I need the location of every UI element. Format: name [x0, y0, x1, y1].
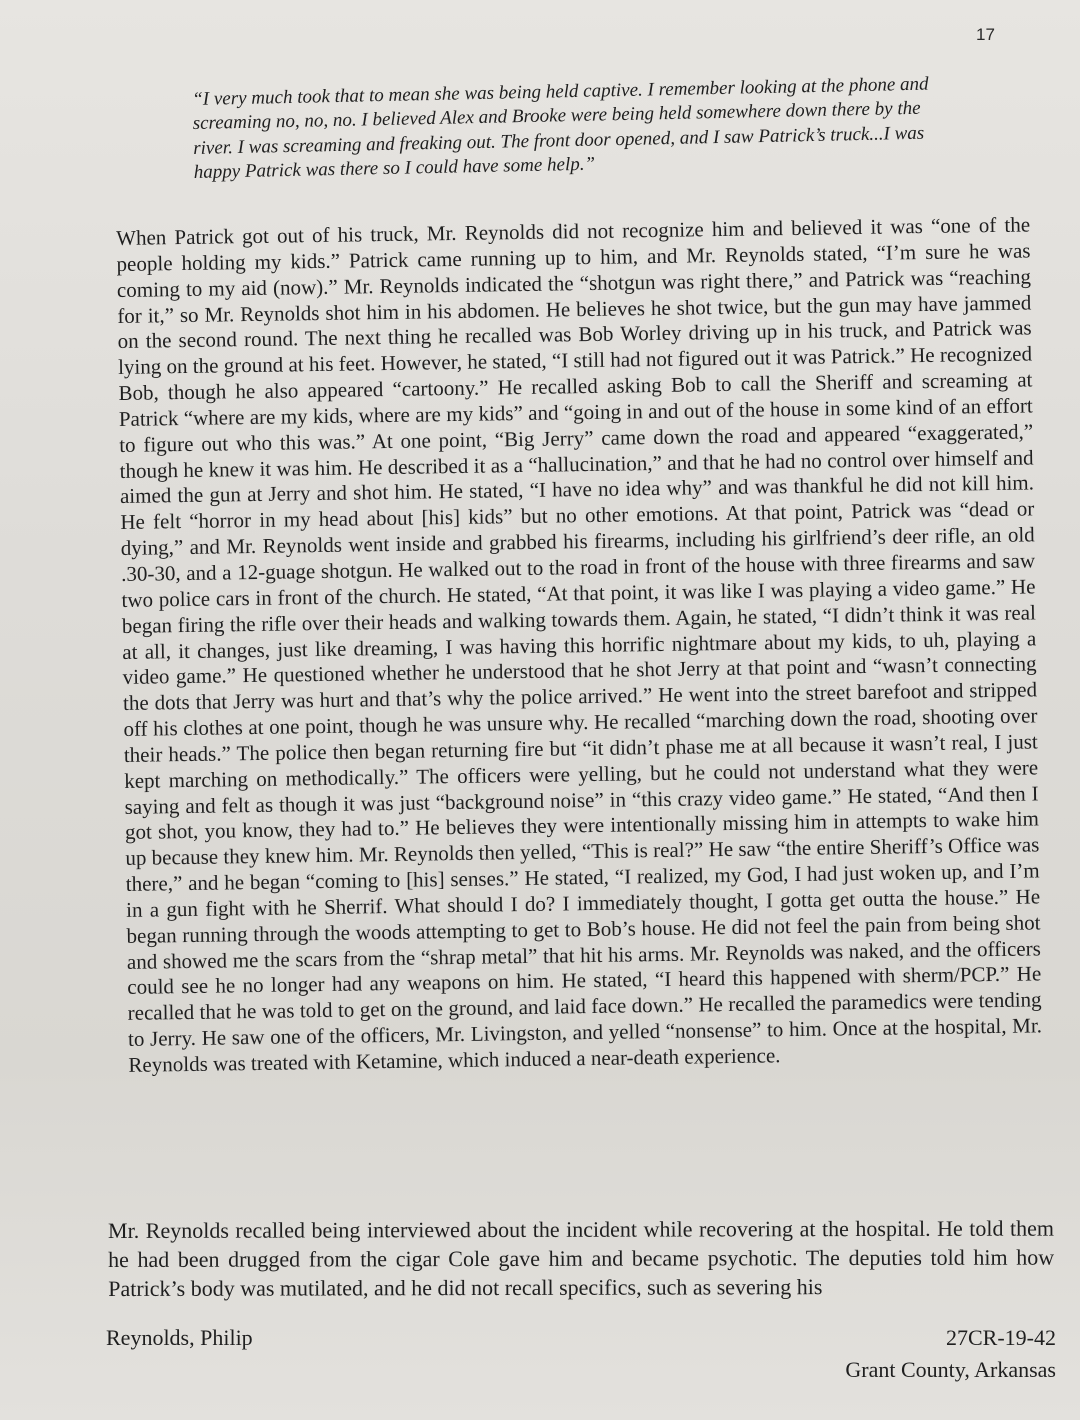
footer-name: Reynolds, Philip	[106, 1325, 253, 1350]
footer-case-number: 27CR-19-42	[946, 1325, 1056, 1350]
footer-case-info	[845, 1322, 1056, 1386]
body-paragraph-1: When Patrick got out of his truck, Mr. Reynolds did not recognize him and believed it was “one of the people holding my kids.” Patrick came running up to him, and Mr. Reynolds stated, “I’m sure he was coming to my aid (now).” Mr. Reynolds indicated the “shotgun was right there,” and Patrick was “reaching for it,” so Mr. Reynolds shot him in his abdomen. He believes he shot twice, but the gun may have jammed on the second round. The next thing he recalled was Bob Worley driving up in his truck, and Patrick was lying on the ground at his feet. However, he stated, “I still had not figured out it was Patrick.” He recognized Bob, though he also appeared “cartoony.” He recalled asking Bob to call the Sheriff and screaming at Patrick “where are my kids, where are my kids” and “going in and out of the house in some kind of an effort to figure out who this was.” At one point, “Big Jerry” came down the road and appeared “exaggerated,” though he knew it was him. He described it as a “hallucination,” and that he had no control over himself and aimed the gun at Jerry and shot him. He stated, “I have no idea why” and was thankful he did not kill him. He felt “horror in my head about [his] kids” but no other emotions. At that point, Patrick was “dead or dying,” and Mr. Reynolds went inside and grabbed his firearms, including his girlfriend’s deer rifle, an old .30-30, and a 12-guage shotgun. He walked out to the road in front of the house with three firearms and saw two police cars in front of the church. He stated, “At that point, it was like I was playing a video game.” He began firing the rifle over their heads and walking towards them. Again, he stated, “I didn’t think it was real at all, it changes, just like dreaming, I was having this horrific nightmare about my kids, to uh, playing a video game.” He questioned whether he understood that he shot Jerry at that point and “wasn’t connecting the dots that Jerry was hurt and that’s why the police arrived.” He went into the street barefoot and stripped off his clothes at one point, though he was unsure why. He recalled “marching down the road, shooting over their heads.” The police then began returning fire but “it didn’t phase me at all because it wasn’t real, I just kept marching on methodically.” The officers were yelling, but he could not understand what they were saying and felt as though it was just “background noise” in “this crazy video game.” He stated, “And then I got shot, you know, they had to.” He believes they were intentionally missing him in attempts to wake him up because they knew him. Mr. Reynolds then yelled, “This is real?” He saw “the entire Sheriff’s Office was there,” and he began “coming to [his] senses.” He stated, “I realized, my God, I had just woken up, and I’m in a gun fight with he Sherrif. What should I do? I immediately thought, I gotta get outta the house.” He began running through the woods attempting to get to Bob’s house. He did not feel the pain from being shot and showed me the scars from the “shrap metal” that hit his arms. Mr. Reynolds was naked, and the officers could see he no longer had any weapons on him. He stated, “I heard this happened with sherm/PCP.” He recalled that he was told to get on the ground, and laid face down.” He recalled the paramedics were tending to Jerry. He saw one of the officers, Mr. Livingston, and yelled “nonsense” to him. Once at the hospital, Mr. Reynolds was treated with Ketamine, which induced a near-death experience.	[116, 212, 1043, 1077]
block-quote: “I very much took that to mean she was being held captive. I remember looking at the phone and screaming no, no, no. I believed Alex and Brooke were being held somewhere down there by the river. I was screaming and freaking out. The front door opened, and I saw Patrick’s truck...I was happy Patrick was there so I could have some help.”	[192, 73, 929, 184]
footer-county: Grant County, Arkansas	[845, 1357, 1056, 1382]
body-paragraph-2: Mr. Reynolds recalled being interviewed about the incident while recovering at the hospital. He told them he had been drugged from the cigar Cole gave him and became psychotic. The deputies told him how Patrick’s body was mutilated, and he did not recall specifics, such as severing his	[108, 1215, 1055, 1301]
page-number: 17	[976, 25, 995, 44]
